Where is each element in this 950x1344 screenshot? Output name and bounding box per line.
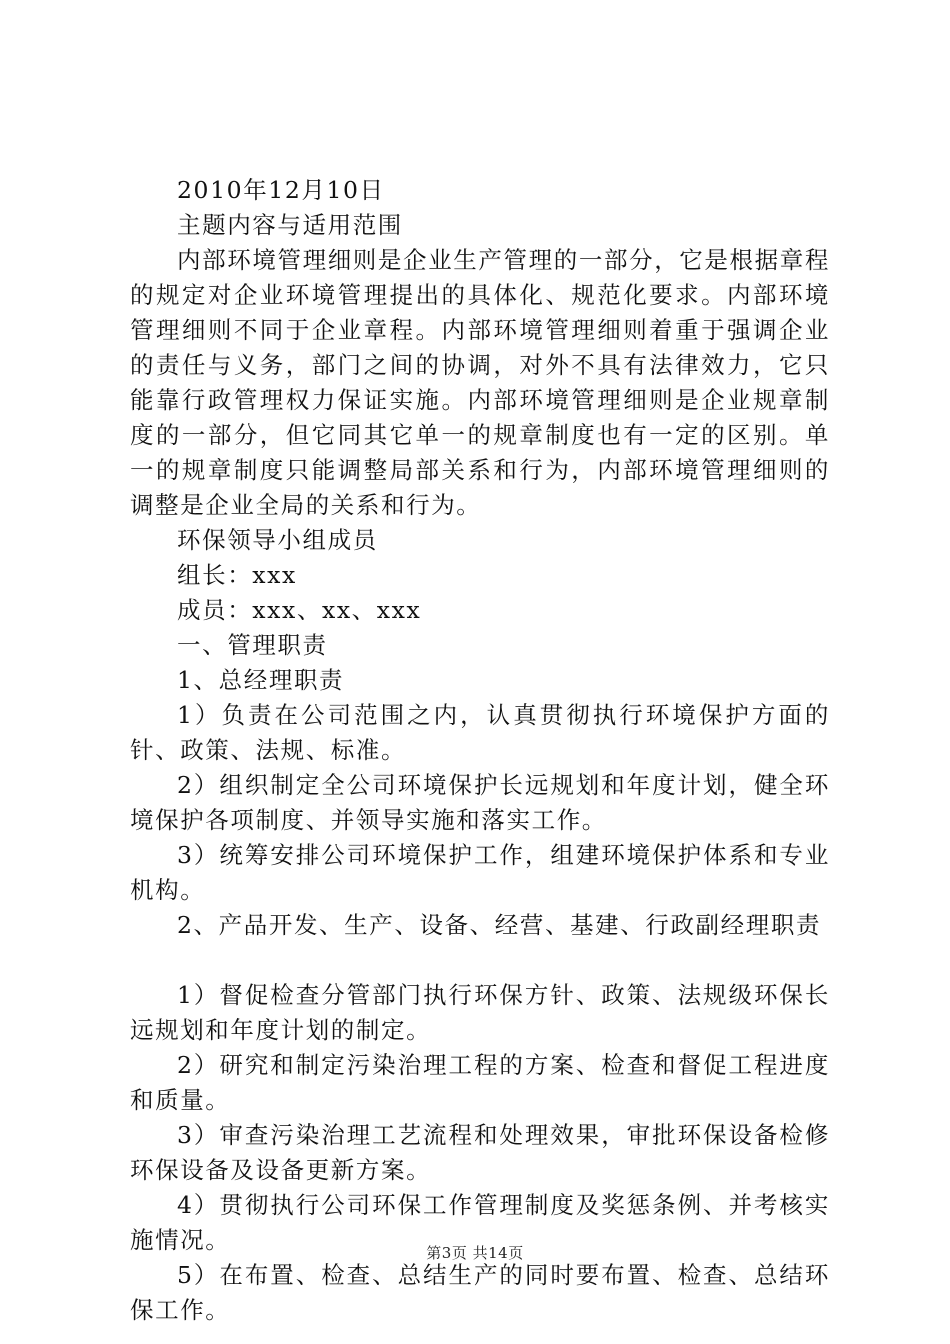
- gm-duty-item: 2）组织制定全公司环境保护长远规划和年度计划，健全环境保护各项制度、并领导实施和落实工作。: [130, 771, 830, 834]
- group-members: 成员：xxx、xx、xxx: [177, 596, 422, 624]
- document-body: [130, 173, 830, 1328]
- vp-duty-item: 1）督促检查分管部门执行环保方针、政策、法规级环保长远规划和年度计划的制定。: [130, 981, 830, 1044]
- gm-duty-item: 1）负责在公司范围之内，认真贯彻执行环境保护方面的针、政策、法规、标准。: [130, 701, 830, 764]
- group-leader: 组长：xxx: [177, 561, 297, 589]
- vp-duty-item: 5）在布置、检查、总结生产的同时要布置、检查、总结环保工作。: [130, 1261, 830, 1324]
- intro-paragraph: 内部环境管理细则是企业生产管理的一部分，它是根据章程的规定对企业环境管理提出的具体化、规范化要求。内部环境管理细则不同于企业章程。内部环境管理细则着重于强调企业的责任与义务，部门之间的协调，对外不具有法律效力，它只能靠行政管理权力保证实施。内部环境管理细则是企业规章制度的一部分，但它同其它单一的规章制度也有一定的区别。单一的规章制度只能调整局部关系和行为，内部环境管理细则的调整是企业全局的关系和行为。: [130, 246, 830, 519]
- vp-duty-item: 2）研究和制定污染治理工程的方案、检查和督促工程进度和质量。: [130, 1051, 830, 1114]
- subheading-gm-duties: 1、总经理职责: [177, 666, 345, 694]
- section-title: 主题内容与适用范围: [177, 211, 403, 239]
- document-date: 2010年12月10日: [177, 176, 385, 204]
- subheading-vp-duties: 2、产品开发、生产、设备、经营、基建、行政副经理职责: [177, 911, 822, 939]
- blank-line: [130, 943, 830, 978]
- page-number: 第3页 共14页: [426, 1244, 524, 1262]
- gm-duty-item: 3）统筹安排公司环境保护工作，组建环境保护体系和专业机构。: [130, 841, 830, 904]
- heading-management-duties: 一、管理职责: [177, 631, 328, 659]
- vp-duty-item: 4）贯彻执行公司环保工作管理制度及奖惩条例、并考核实施情况。: [130, 1191, 830, 1254]
- group-title: 环保领导小组成员: [177, 526, 378, 554]
- vp-duty-item: 3）审查污染治理工艺流程和处理效果，审批环保设备检修环保设备及设备更新方案。: [130, 1121, 830, 1184]
